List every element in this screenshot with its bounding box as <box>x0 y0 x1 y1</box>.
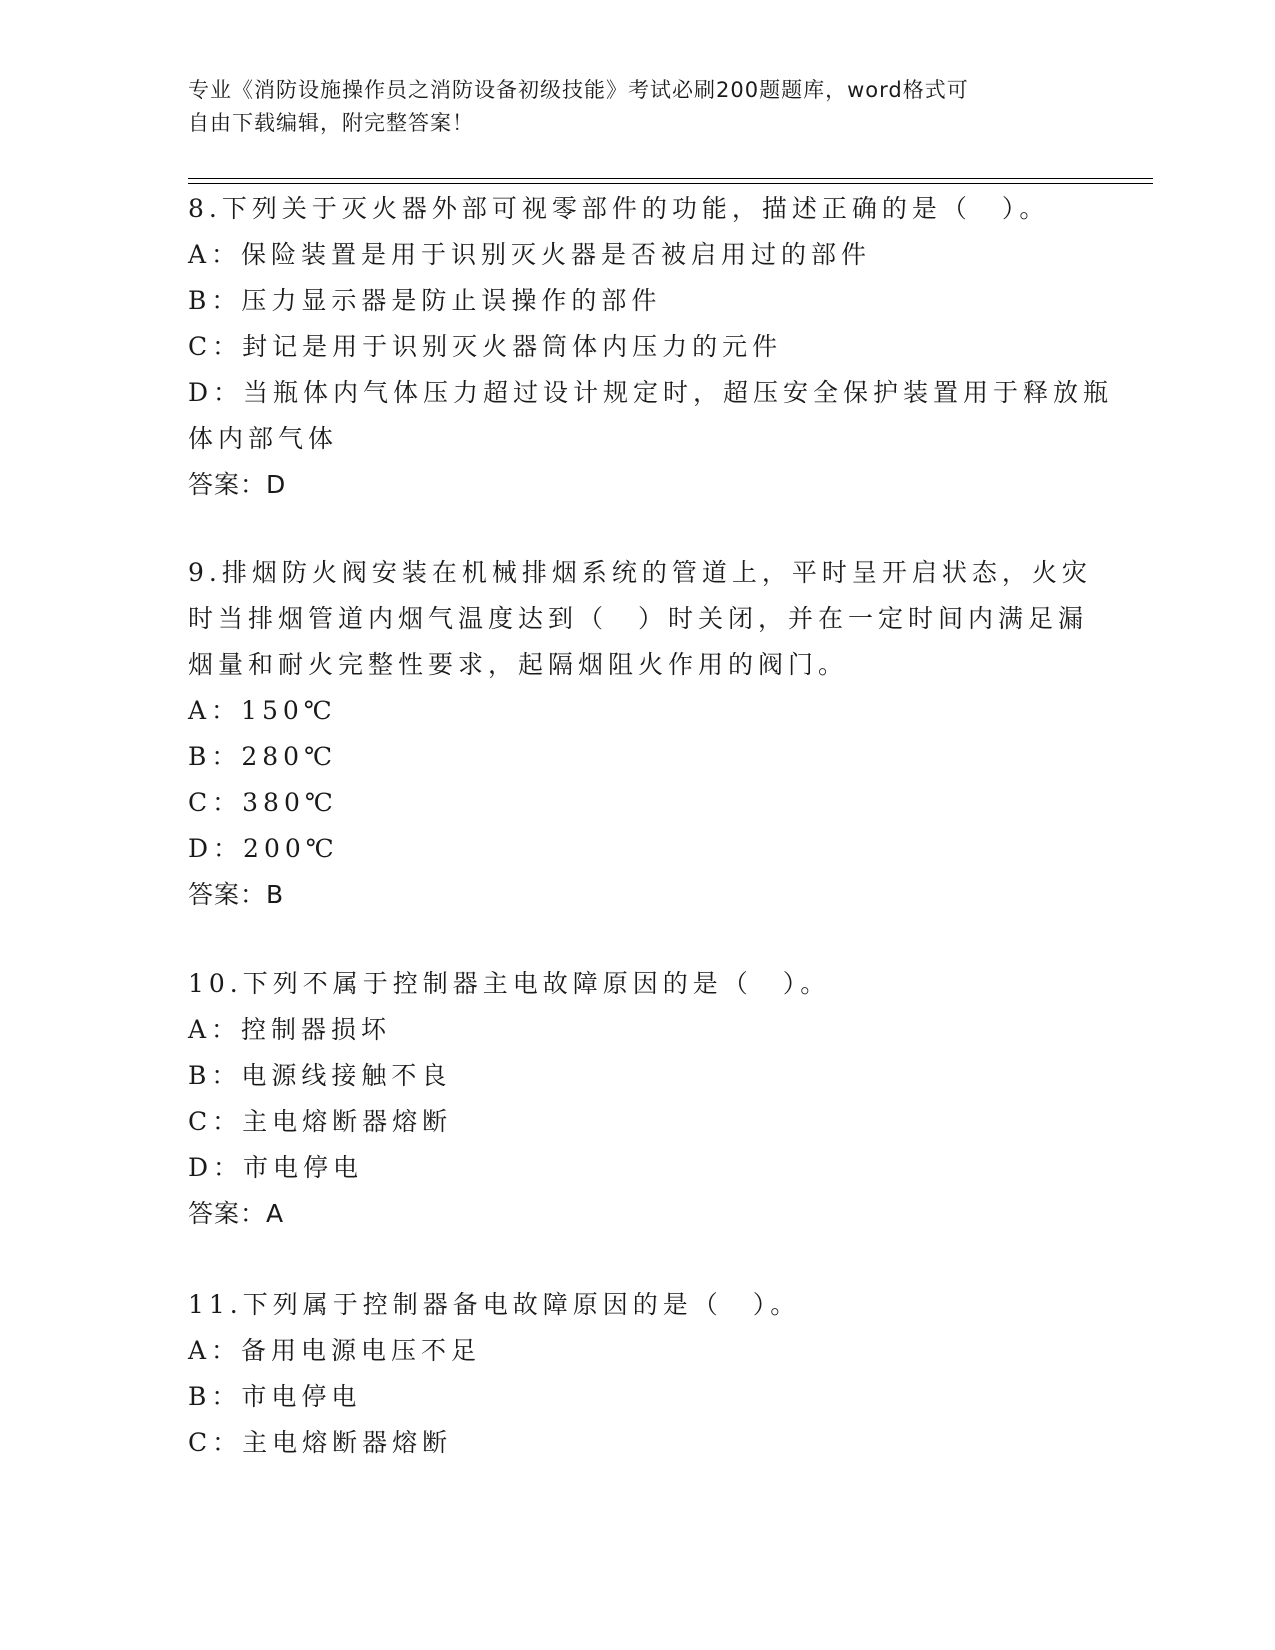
option-b: B：电源线接触不良 <box>188 1061 452 1090</box>
document-header <box>188 74 1088 140</box>
question-11 <box>188 1282 1088 1466</box>
option-c: C：封记是用于识别灭火器筒体内压力的元件 <box>188 332 783 361</box>
header-divider-top <box>188 178 1153 179</box>
option-b: B：280℃ <box>188 742 338 771</box>
question-stem-continued: 烟量和耐火完整性要求，起隔烟阻火作用的阀门。 <box>188 650 849 679</box>
question-stem: 10.下列不属于控制器主电故障原因的是（ ）。 <box>188 969 831 998</box>
option-d: D：当瓶体内气体压力超过设计规定时，超压安全保护装置用于释放瓶 <box>188 378 1114 407</box>
question-stem: 11.下列属于控制器备电故障原因的是（ ）。 <box>188 1290 801 1319</box>
option-d-continued: 体内部气体 <box>188 424 339 453</box>
option-b: B：市电停电 <box>188 1382 362 1411</box>
answer: 答案：B <box>188 880 285 909</box>
option-a: A：150℃ <box>188 696 337 725</box>
question-stem: 8.下列关于灭火器外部可视零部件的功能，描述正确的是（ ）。 <box>188 194 1050 223</box>
option-c: C：主电熔断器熔断 <box>188 1107 453 1136</box>
header-divider-bottom <box>188 183 1153 184</box>
answer: 答案：D <box>188 470 287 499</box>
question-8 <box>188 186 1114 508</box>
option-c: C：主电熔断器熔断 <box>188 1428 453 1457</box>
option-c: C：380℃ <box>188 788 338 817</box>
question-stem-continued: 时当排烟管道内烟气温度达到（ ）时关闭，并在一定时间内满足漏 <box>188 604 1089 633</box>
option-d: D：200℃ <box>188 834 339 863</box>
header-line-1: 专业《消防设施操作员之消防设备初级技能》考试必刷200题题库，word格式可 <box>188 78 969 102</box>
option-a: A：备用电源电压不足 <box>188 1336 482 1365</box>
option-a: A：控制器损坏 <box>188 1015 392 1044</box>
question-stem: 9.排烟防火阀安装在机械排烟系统的管道上，平时呈开启状态，火灾 <box>188 558 1092 587</box>
option-d: D：市电停电 <box>188 1153 364 1182</box>
answer: 答案：A <box>188 1199 285 1228</box>
option-a: A：保险装置是用于识别灭火器是否被启用过的部件 <box>188 240 872 269</box>
header-line-2: 自由下载编辑，附完整答案！ <box>188 111 474 135</box>
question-10 <box>188 961 1088 1237</box>
option-b: B：压力显示器是防止误操作的部件 <box>188 286 662 315</box>
question-9 <box>188 550 1092 918</box>
